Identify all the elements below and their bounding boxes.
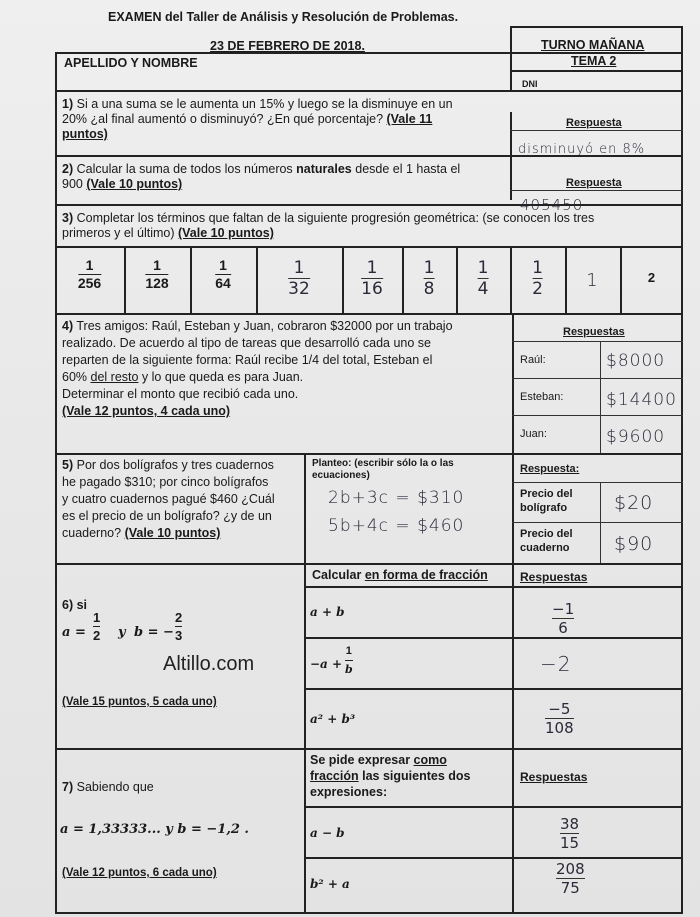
q4-answer-juan: $9600 bbox=[606, 427, 666, 447]
q4-answer-esteban: $14400 bbox=[606, 390, 677, 410]
q2-number: 2) bbox=[62, 162, 74, 176]
q5-equation-2: 5b+4c = $460 bbox=[328, 516, 465, 536]
q7-instr-u1: como bbox=[413, 753, 447, 767]
divider bbox=[304, 453, 306, 914]
exam-date: 23 DE FEBRERO DE 2018. bbox=[210, 39, 365, 53]
divider bbox=[512, 748, 514, 914]
q7-answer-1 bbox=[560, 815, 579, 852]
q3-term-1-num: 1 bbox=[85, 257, 94, 273]
q7-number: 7) bbox=[62, 780, 74, 794]
q6-expr-3: a² + b³ bbox=[310, 712, 356, 726]
q2-answer: 405450 bbox=[520, 196, 584, 214]
q4-line-3: reparten de la siguiente forma: Raúl recibe 1/4 del total, Esteban el bbox=[62, 353, 433, 367]
q3-cell-divider bbox=[190, 246, 192, 313]
q6-given-y: y bbox=[118, 625, 126, 640]
q3-term-8-num: 1 bbox=[532, 258, 543, 278]
q7-expr-1: a − b bbox=[310, 826, 345, 840]
q6-answer-3-den: 108 bbox=[545, 719, 574, 737]
q6-given-b-fraction bbox=[175, 610, 182, 643]
divider bbox=[512, 522, 683, 523]
q7-instr-u2: fracción bbox=[310, 769, 359, 783]
divider bbox=[55, 453, 683, 455]
q5-price-pen-label bbox=[520, 487, 573, 515]
q3-term-3-num: 1 bbox=[219, 257, 227, 273]
q2-text-b: 900 bbox=[62, 177, 87, 191]
q6-number-si bbox=[62, 598, 87, 613]
q7-given: a = 1,33333... y b = −1,2 . bbox=[60, 822, 249, 837]
q5-points: (Vale 10 puntos) bbox=[124, 526, 221, 540]
q2-points: (Vale 10 puntos) bbox=[86, 177, 183, 191]
q3-term-8 bbox=[532, 258, 543, 299]
q3-text-a: Completar los términos que faltan de la siguiente progresión geométrica: (se conocen los tres bbox=[76, 211, 595, 225]
q5-answer-notebook: $90 bbox=[614, 533, 654, 555]
q6-points: (Vale 15 puntos, 5 cada uno) bbox=[62, 696, 217, 708]
q7-answers-label: Respuestas bbox=[520, 770, 588, 784]
q7-answer-2-num: 208 bbox=[556, 860, 585, 878]
q2-text-c: desde el 1 hasta el bbox=[351, 162, 461, 176]
q5-planteo-label bbox=[312, 458, 454, 482]
q2-answer-label: Respuesta bbox=[566, 177, 622, 189]
q3-term-3 bbox=[215, 258, 231, 291]
q7-points: (Vale 12 puntos, 6 cada uno) bbox=[62, 867, 217, 879]
divider bbox=[512, 341, 683, 342]
q3-term-4 bbox=[288, 258, 310, 299]
q7-answer-1-den: 15 bbox=[560, 834, 580, 852]
divider bbox=[512, 415, 683, 416]
q7-text bbox=[62, 780, 154, 795]
divider bbox=[512, 313, 514, 453]
q6-si: si bbox=[76, 598, 88, 612]
q4-label-raul: Raúl: bbox=[520, 354, 546, 366]
divider bbox=[55, 563, 683, 565]
q3-cell-divider bbox=[342, 246, 344, 313]
divider bbox=[600, 341, 601, 453]
q3-cell-divider bbox=[510, 246, 512, 313]
q1-points: (Vale 11 bbox=[386, 112, 433, 126]
q3-term-7 bbox=[478, 258, 489, 299]
q4-line-4a: 60% bbox=[62, 370, 91, 384]
divider bbox=[512, 453, 514, 563]
divider bbox=[55, 748, 683, 750]
q3-number: 3) bbox=[62, 211, 74, 225]
q7-expr-2: b² + a bbox=[310, 877, 350, 891]
q1-answer-label: Respuesta bbox=[566, 117, 622, 129]
q3-term-6 bbox=[424, 258, 435, 299]
q6-answer-1-num: −1 bbox=[552, 600, 575, 618]
divider bbox=[304, 857, 683, 859]
divider bbox=[512, 563, 514, 748]
q7-instr-a: Se pide expresar bbox=[310, 753, 414, 767]
q3-cell-divider bbox=[456, 246, 458, 313]
q5-price-nb-b: cuaderno bbox=[520, 542, 570, 554]
divider bbox=[304, 637, 683, 639]
dni-label: DNI bbox=[522, 79, 538, 89]
q2-text-a: Calcular la suma de todos los números bbox=[76, 162, 297, 176]
divider bbox=[304, 688, 683, 690]
q5-price-nb-label bbox=[520, 527, 573, 555]
q6-given-a-fraction bbox=[93, 610, 100, 643]
q3-term-4-den: 32 bbox=[288, 279, 310, 299]
q6-answer-1-den: 6 bbox=[558, 619, 568, 637]
q2-text bbox=[62, 162, 507, 192]
q6-answers-label: Respuestas bbox=[520, 570, 588, 584]
q3-term-2 bbox=[145, 258, 168, 291]
q4-line-2: realizado. De acuerdo al tipo de tareas que desarrolló cada uno se bbox=[62, 336, 431, 350]
shift-label: TURNO MAÑANA bbox=[541, 38, 645, 52]
q2-text-bold: naturales bbox=[296, 162, 352, 176]
q3-term-4-num: 1 bbox=[293, 258, 305, 278]
watermark: Altillo.com bbox=[163, 653, 255, 675]
q3-points: (Vale 10 puntos) bbox=[178, 226, 274, 240]
q5-planteo-b: ecuaciones) bbox=[312, 470, 370, 481]
q6-expr-2-fraction bbox=[345, 644, 353, 677]
q6-given-b-lhs: b = − bbox=[134, 625, 174, 640]
q5-line-2: he pagado $310; por cinco bolígrafos bbox=[62, 475, 269, 489]
name-label: APELLIDO Y NOMBRE bbox=[64, 56, 198, 70]
q5-line-1: Por dos bolígrafos y tres cuadernos bbox=[76, 458, 274, 472]
divider bbox=[304, 586, 683, 588]
q4-number: 4) bbox=[62, 319, 74, 333]
q5-number: 5) bbox=[62, 458, 74, 472]
q5-line-5: cuaderno? bbox=[62, 526, 125, 540]
q7-instructions bbox=[310, 752, 510, 800]
q5-planteo-a: Planteo: (escribir sólo la o las bbox=[312, 458, 454, 469]
q7-instr-c: expresiones: bbox=[310, 785, 388, 799]
q6-calc-a: Calcular bbox=[312, 568, 365, 582]
q3-term-2-den: 128 bbox=[145, 275, 169, 291]
q3-term-3-den: 64 bbox=[215, 275, 231, 291]
q6-given-b-den: 3 bbox=[175, 628, 183, 643]
q6-answer-1 bbox=[552, 600, 574, 637]
q3-term-6-num: 1 bbox=[423, 258, 435, 278]
q7-answer-2-den: 75 bbox=[560, 879, 580, 897]
q3-cell-divider bbox=[124, 246, 126, 313]
q3-term-5 bbox=[361, 258, 383, 299]
q3-term-2-num: 1 bbox=[153, 257, 161, 273]
q3-term-1 bbox=[78, 258, 101, 291]
q3-term-5-den: 16 bbox=[361, 279, 383, 299]
divider bbox=[304, 806, 683, 808]
q4-label-esteban: Esteban: bbox=[520, 391, 564, 403]
q6-number: 6) bbox=[62, 598, 74, 612]
divider bbox=[55, 90, 683, 92]
q7-answer-1-num: 38 bbox=[560, 815, 580, 833]
q5-answer-pen: $20 bbox=[614, 492, 654, 514]
q6-expr-2: −a + bbox=[310, 657, 343, 671]
q3-cell-divider bbox=[402, 246, 404, 313]
divider bbox=[55, 155, 683, 157]
q1-text-b: 20% ¿al final aumentó o disminuyó? ¿En qué porcentaje? bbox=[62, 112, 387, 126]
q3-text bbox=[62, 211, 677, 241]
q5-line-3: y cuatro cuadernos pagué $460 ¿Cuál bbox=[62, 492, 275, 506]
q6-given-b-num: 2 bbox=[175, 610, 183, 625]
q3-term-1-den: 256 bbox=[77, 275, 102, 291]
q3-term-6-den: 8 bbox=[423, 279, 435, 299]
q1-points-b: puntos) bbox=[62, 127, 108, 141]
q7-instr-b: las siguientes dos bbox=[358, 769, 471, 783]
q4-text bbox=[62, 318, 510, 420]
q4-label-juan: Juan: bbox=[520, 428, 547, 440]
q1-text bbox=[62, 97, 507, 142]
q3-text-b: primeros y el último) bbox=[62, 226, 178, 240]
q6-answer-3 bbox=[545, 700, 574, 737]
q6-answer-2: −2 bbox=[540, 652, 572, 676]
q6-answer-3-num: −5 bbox=[548, 700, 571, 718]
q6-expr-2-num: 1 bbox=[345, 645, 352, 657]
q4-line-1: Tres amigos: Raúl, Esteban y Juan, cobraron $32000 por un trabajo bbox=[76, 319, 453, 333]
q3-term-5-num: 1 bbox=[366, 258, 378, 278]
q7-answer-2 bbox=[556, 860, 585, 897]
q3-cell-divider bbox=[565, 246, 567, 313]
q6-expr-2-den: b bbox=[345, 663, 353, 676]
q1-answer: disminuyó en 8% bbox=[518, 142, 646, 157]
q3-cell-divider bbox=[620, 246, 622, 313]
divider bbox=[510, 70, 683, 72]
q3-term-9: 1 bbox=[586, 270, 599, 291]
q5-price-pen-b: bolígrafo bbox=[520, 502, 568, 514]
q3-term-7-den: 4 bbox=[477, 279, 489, 299]
q6-given-a-den: 2 bbox=[93, 628, 101, 643]
q3-term-10: 2 bbox=[647, 270, 656, 285]
divider bbox=[512, 482, 683, 483]
q4-points: (Vale 12 puntos, 4 cada uno) bbox=[62, 404, 231, 418]
q3-cell-divider bbox=[256, 246, 258, 313]
q1-text-a: Si a una suma se le aumenta un 15% y luego se la disminuye en un bbox=[76, 97, 453, 111]
theme-label: TEMA 2 bbox=[571, 54, 617, 68]
q7-text-a: Sabiendo que bbox=[76, 780, 154, 794]
q5-price-pen-a: Precio del bbox=[520, 488, 573, 500]
exam-title: EXAMEN del Taller de Análisis y Resolución de Problemas. bbox=[108, 10, 459, 24]
q4-line-5: Determinar el monto que recibió cada uno. bbox=[62, 387, 299, 401]
q3-term-7-num: 1 bbox=[477, 258, 489, 278]
q6-calc-u: en forma de fracción bbox=[364, 568, 488, 582]
q1-number: 1) bbox=[62, 97, 74, 111]
divider bbox=[600, 482, 601, 563]
q6-expr-1: a + b bbox=[310, 605, 345, 619]
q5-line-4: es el precio de un bolígrafo? ¿y de un bbox=[62, 509, 272, 523]
q4-line-4b: y lo que queda es para Juan. bbox=[138, 370, 304, 384]
divider bbox=[55, 313, 683, 315]
q4-answer-raul: $8000 bbox=[606, 351, 666, 371]
divider bbox=[55, 204, 683, 206]
q3-term-8-den: 2 bbox=[532, 279, 543, 299]
divider bbox=[55, 246, 683, 248]
divider bbox=[512, 378, 683, 379]
q6-calc-label bbox=[312, 568, 488, 583]
q5-equation-1: 2b+3c = $310 bbox=[328, 488, 465, 508]
q5-price-nb-a: Precio del bbox=[520, 528, 573, 540]
q4-answers-label: Respuestas bbox=[563, 326, 625, 338]
q6-given-a-lhs: a = bbox=[62, 625, 86, 640]
q4-line-4u: del resto bbox=[90, 370, 139, 384]
q5-text bbox=[62, 457, 302, 542]
q6-given-a-num: 1 bbox=[93, 610, 101, 625]
q5-answer-label: Respuesta: bbox=[520, 463, 580, 475]
